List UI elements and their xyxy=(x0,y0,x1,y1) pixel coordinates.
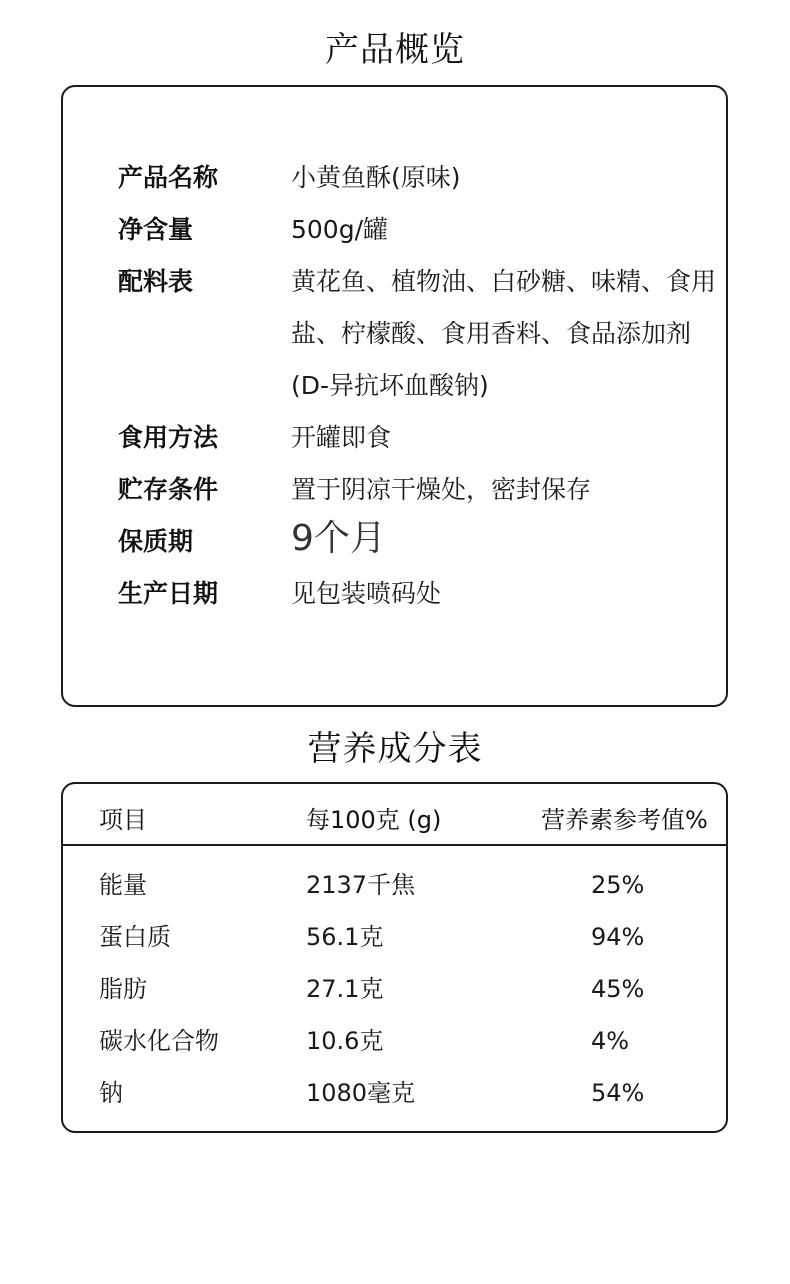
nutrition-table-header xyxy=(63,784,726,846)
cell-amount: 56.1克 xyxy=(306,923,384,951)
row-label: 保质期 xyxy=(118,527,194,556)
header-nrv: 营养素参考值% xyxy=(541,806,708,834)
cell-nutrient: 钠 xyxy=(99,1079,123,1107)
cell-nrv: 25% xyxy=(591,871,645,899)
nutrition-title: 营养成分表 xyxy=(307,729,483,769)
nutrition-table-card xyxy=(61,782,728,1133)
table-row xyxy=(63,870,726,922)
row-label: 贮存条件 xyxy=(118,475,219,504)
cell-amount: 10.6克 xyxy=(306,1027,384,1055)
row-value: 见包装喷码处 xyxy=(291,579,442,608)
overview-row-storage xyxy=(63,475,726,527)
cell-nutrient: 能量 xyxy=(99,871,147,899)
cell-nutrient: 脂肪 xyxy=(99,975,147,1003)
shelf-life-value: 9个月 xyxy=(291,518,386,559)
overview-row-ingredients xyxy=(63,267,726,423)
cell-nrv: 4% xyxy=(591,1027,630,1055)
overview-row-name xyxy=(63,163,726,215)
cell-amount: 1080毫克 xyxy=(306,1079,416,1107)
cell-amount: 27.1克 xyxy=(306,975,384,1003)
overview-row-shelf-life xyxy=(63,518,726,579)
row-value: 500g/罐 xyxy=(291,215,389,244)
ingredients-value: 黄花鱼、植物油、白砂糖、味精、食用盐、柠檬酸、食用香料、食品添加剂(D-异抗坏血酸钠) xyxy=(291,267,717,400)
row-value: 小黄鱼酥(原味) xyxy=(291,163,461,192)
row-value: 开罐即食 xyxy=(291,423,392,452)
overview-row-production-date xyxy=(63,579,726,631)
table-row xyxy=(63,1026,726,1078)
row-label: 净含量 xyxy=(118,215,194,244)
cell-amount: 2137千焦 xyxy=(306,871,416,899)
table-row xyxy=(63,1078,726,1130)
cell-nutrient: 碳水化合物 xyxy=(99,1027,219,1055)
row-label: 产品名称 xyxy=(118,163,219,192)
row-label: 食用方法 xyxy=(118,423,219,452)
overview-row-usage xyxy=(63,423,726,475)
header-per-100g: 每100克 (g) xyxy=(306,806,442,834)
product-overview-card xyxy=(61,85,728,707)
header-item: 项目 xyxy=(99,806,147,834)
cell-nrv: 45% xyxy=(591,975,645,1003)
cell-nutrient: 蛋白质 xyxy=(99,923,171,951)
row-label: 配料表 xyxy=(118,267,194,296)
cell-nrv: 94% xyxy=(591,923,645,951)
row-value: 置于阴凉干燥处，密封保存 xyxy=(291,475,592,504)
cell-nrv: 54% xyxy=(591,1079,645,1107)
table-row xyxy=(63,974,726,1026)
table-row xyxy=(63,922,726,974)
overview-title: 产品概览 xyxy=(325,30,465,70)
row-label: 生产日期 xyxy=(118,579,219,608)
